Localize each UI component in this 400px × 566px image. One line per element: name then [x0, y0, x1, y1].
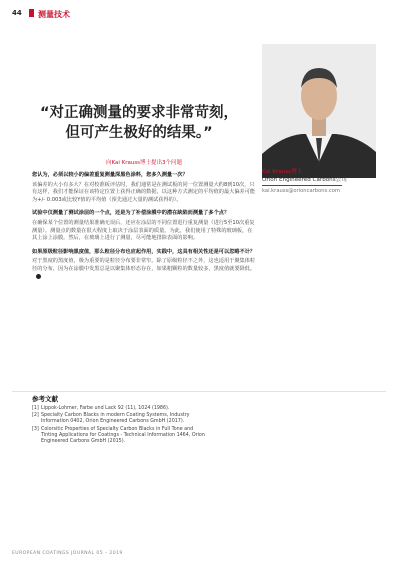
caption-divider — [262, 185, 342, 186]
question-2: 试验中仅测量了测试涂层的一个点，还是为了补偿涂膜中的潜在缺陷而测量了多个点？ — [32, 210, 230, 217]
references — [32, 394, 207, 446]
answer-3-text: 对于黑度的黑度值，极为重要的是粒径分布要非常窄。除了原级粒径不之外，这也适用于聚集体粒径的分布，因为在涂膜中发黑总是以聚集体形态存在，如果粗颗粒的数量较多，黑度值就要降低。 — [32, 258, 256, 272]
page-number: 44 — [12, 9, 22, 17]
caption-company: Orion Engineered Carbons公司 — [262, 177, 347, 183]
question-1: 您认为，必须以较小的偏差重复测量深黑色涂料，您多久测量一次？ — [32, 172, 188, 178]
answer-2: 在确保某个位置的测量结果准确无误后，还应在涂层的不同位置进行重复测量（进行5至10次重复测量）。测量点的数量在很大程度上取决于涂层表面的质量。为此，我们使用了特殊的玻璃板，在其上涂上涂膜。然后，在玻璃上进行了测量，尽可能地排除表面的影响。 — [32, 219, 255, 242]
reference-text: Specialty Carbon Blacks in modern Coating Systems, Industry Information 0402, Orion Engineered Carbons GmbH (2017). — [41, 413, 190, 425]
reference-text: Colorsitic Properties of Specialty Carbon Blacks in Full Tone and Tinting Applications for Coatings - Technical Information 1464, Orion Engineered Carbons GmbH (2015). — [41, 426, 205, 445]
reference-number: [3] — [32, 426, 39, 432]
end-mark-icon — [36, 274, 41, 279]
photo-caption — [262, 168, 392, 195]
reference-number: [2] — [32, 413, 39, 419]
pull-quote-line-1: “对正确测量的要求非常苛刻， — [39, 105, 239, 121]
caption-email: kai.krauss@orioncarbons.com — [262, 188, 340, 194]
reference-item — [32, 427, 207, 446]
qa-section-title: 向Kai Krauss博士提出3个问题 — [105, 160, 183, 166]
section-title: 测量技术 — [38, 10, 70, 19]
section-marker — [29, 9, 34, 17]
question-3: 如果原级粒径影响黑度值，那么粒径分布也应起作用，实践中，这具有相关性还是可以忽略不计？ — [32, 248, 256, 255]
qa-item — [32, 249, 257, 281]
qa-item — [32, 210, 257, 242]
references-title: 参考文献 — [32, 395, 58, 403]
qa-item — [32, 172, 257, 204]
reference-number: [1] — [32, 406, 39, 411]
pull-quote-line-2: 但可产生极好的结果。” — [65, 125, 213, 141]
pull-quote — [30, 103, 248, 143]
reference-text: Lippok-Lohmer, Farbe und Lack 92 (11), 1024 (1986). — [41, 406, 170, 411]
caption-name: Kai Krauss博士 — [262, 169, 303, 175]
reference-item — [32, 413, 207, 425]
journal-footer: EUROPEAN COATINGS JOURNAL 05 – 2019 — [12, 551, 123, 556]
divider — [12, 391, 386, 392]
answer-1: 该偏差的大小有多大？在对校准板评估时，我们通常是在测试板的同一位置测量大约8到10次，只有这样，我们才能保证在该特定位置上获得正确的数据，以这种方式测定的平均值的最大偏差可能为+/- 0.003或比较Y值的平均值（预先通过大量的测试获得的）。 — [32, 181, 256, 203]
answer-3 — [32, 258, 257, 281]
qa-body — [32, 172, 257, 287]
reference-item — [32, 406, 207, 412]
portrait-photo — [262, 44, 376, 178]
